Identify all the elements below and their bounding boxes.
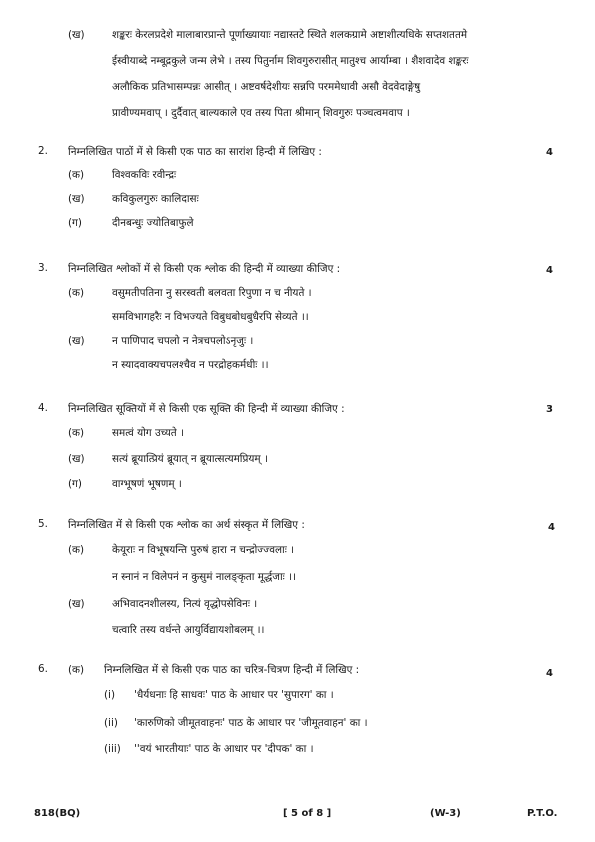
sub-label: (ii) bbox=[104, 717, 118, 729]
passage-line-4: प्रावीण्यमवाप् । दुर्दैवात् बाल्यकाले एव तस्य पिता श्रीमान् शिवगुरुः पञ्चत्वमवाप । bbox=[112, 107, 410, 119]
option-label: (क) bbox=[68, 169, 85, 181]
question-text: निम्नलिखित श्लोकों में से किसी एक श्लोक की हिन्दी में व्याख्या कीजिए : bbox=[68, 263, 341, 275]
option-label: (ग) bbox=[68, 478, 82, 490]
option-label: (क) bbox=[68, 427, 85, 439]
verse-line: न स्नानं न विलेपनं न कुसुमं नालङ्कृता मूर्द्धजाः ।। bbox=[112, 571, 296, 583]
verse-line: वसुमतीपतिना नु सरस्वती बलवता रिपुणा न च नीयते । bbox=[112, 287, 312, 299]
top-option-label: (ख) bbox=[68, 29, 85, 41]
option-text: वाग्भूषणं भूषणम् । bbox=[112, 478, 182, 490]
question-number: 4. bbox=[38, 402, 48, 414]
option-text: विश्वकविः रवीन्द्रः bbox=[112, 169, 177, 181]
question-text: निम्नलिखित सूक्तियों में से किसी एक सूक्ति की हिन्दी में व्याख्या कीजिए : bbox=[68, 403, 345, 415]
passage-line-2: ईस्वीयाब्दे नम्बूद्रकुले जन्म लेभे । तस्य पितुर्नाम शिवगुरुरासीत् मातुश्च आर्याम्बा । शैशवादेव शङ्करः bbox=[112, 55, 469, 67]
option-label: (ख) bbox=[68, 193, 85, 205]
question-marks: 4 bbox=[546, 147, 553, 158]
question-number: 2. bbox=[38, 145, 48, 157]
verse-line: अभिवादनशीलस्य, नित्यं वृद्धोपसेविनः । bbox=[112, 598, 258, 610]
sub-label: (i) bbox=[104, 689, 115, 701]
option-label: (ग) bbox=[68, 217, 82, 229]
option-label: (क) bbox=[68, 664, 85, 676]
option-text: समत्वं योग उच्यते । bbox=[112, 427, 184, 439]
question-number: 6. bbox=[38, 663, 48, 675]
sub-text: 'धैर्यधनाः हि साधवः' पाठ के आधार पर 'सुपारग' का । bbox=[134, 689, 334, 701]
set-code: (W-3) bbox=[430, 808, 461, 819]
question-marks: 3 bbox=[546, 404, 553, 415]
option-label: (क) bbox=[68, 544, 85, 556]
option-label: (ख) bbox=[68, 453, 85, 465]
question-marks: 4 bbox=[546, 668, 553, 679]
option-label: (क) bbox=[68, 287, 85, 299]
pto-label: P.T.O. bbox=[527, 808, 558, 819]
verse-line: न स्यादवाक्यचपलश्चैव न परद्रोहकर्मधीः ।। bbox=[112, 359, 269, 371]
question-text: निम्नलिखित में से किसी एक श्लोक का अर्थ संस्कृत में लिखिए : bbox=[68, 519, 305, 531]
question-marks: 4 bbox=[548, 522, 555, 533]
passage-line-3: अलौकिक प्रतिभासम्पन्नः आसीत् । अष्टवर्षदेशीयः सन्नपि परममेधावी असौ वेदवेदाङ्गेषु bbox=[112, 81, 421, 93]
option-text: सत्यं ब्रूयात्प्रियं ब्रूयात् न ब्रूयात्सत्यमप्रियम् । bbox=[112, 453, 268, 465]
question-marks: 4 bbox=[546, 265, 553, 276]
verse-line: न पाणिपाद चपलो न नेत्रचपलोऽनृजुः । bbox=[112, 335, 254, 347]
page-number: [ 5 of 8 ] bbox=[283, 808, 332, 819]
verse-line: समविभागहरैः न विभज्यते विबुधबोधबुधैरपि सेव्यते ।। bbox=[112, 311, 309, 323]
question-number: 5. bbox=[38, 518, 48, 530]
question-text: निम्नलिखित में से किसी एक पाठ का चरित्र-चित्रण हिन्दी में लिखिए : bbox=[104, 664, 360, 676]
verse-line: चत्वारि तस्य वर्धन्ते आयुर्विद्यायशोबलम् ।। bbox=[112, 624, 265, 636]
option-label: (ख) bbox=[68, 335, 85, 347]
sub-text: ''वयं भारतीयाः' पाठ के आधार पर 'दीपक' का । bbox=[134, 743, 314, 755]
question-number: 3. bbox=[38, 262, 48, 274]
option-text: कविकुलगुरुः कालिदासः bbox=[112, 193, 199, 205]
option-label: (ख) bbox=[68, 598, 85, 610]
paper-code: 818(BQ) bbox=[34, 808, 81, 819]
question-text: निम्नलिखित पाठों में से किसी एक पाठ का सारांश हिन्दी में लिखिए : bbox=[68, 146, 322, 158]
passage-line-1: शङ्करः केरलप्रदेशे मालाबारप्रान्ते पूर्णाख्यायाः नद्यास्तटे स्थिते शलकग्रामे अष्टाशीत्यधिके सप्तशततमे bbox=[112, 29, 468, 41]
option-text: दीनबन्धुः ज्योतिबाफुले bbox=[112, 217, 194, 229]
verse-line: केयूराः न विभूषयन्ति पुरुषं हारा न चन्द्रोज्ज्वलाः । bbox=[112, 544, 295, 556]
sub-label: (iii) bbox=[104, 743, 121, 755]
sub-text: 'कारुणिको जीमूतवाहनः' पाठ के आधार पर 'जीमूतवाहन' का । bbox=[134, 717, 368, 729]
